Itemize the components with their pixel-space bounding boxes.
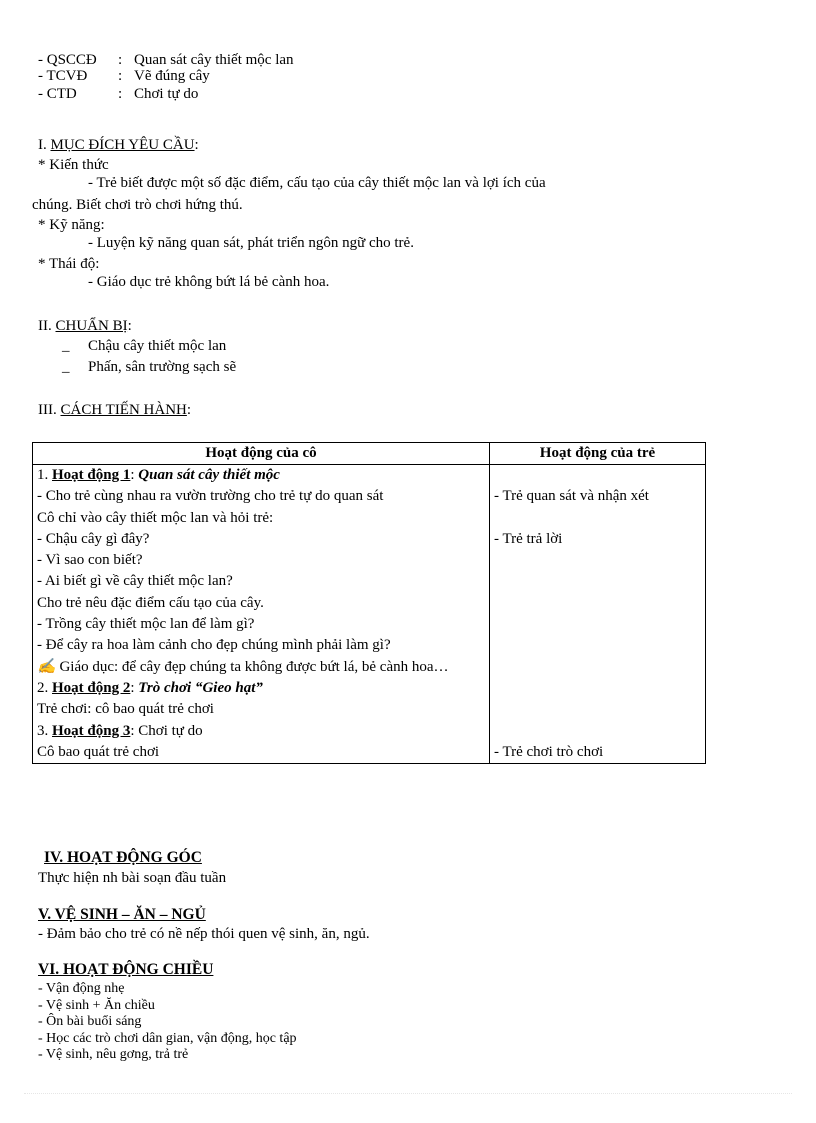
- section-colon: :: [194, 137, 199, 153]
- page-bottom-divider: [24, 1093, 792, 1094]
- prep-item-text: Chậu cây thiết mộc lan: [88, 338, 227, 354]
- teacher-line: Cô bao quát trẻ chơi: [37, 743, 160, 760]
- activity-1-heading: [37, 465, 485, 486]
- teacher-line: Trẻ chơi: cô bao quát trẻ chơi: [37, 701, 214, 718]
- header-value: Vẽ đúng cây: [134, 68, 210, 84]
- activity-sep: :: [130, 467, 135, 483]
- section-title: MỤC ĐÍCH YÊU CẦU: [50, 137, 195, 153]
- activity-label: Hoạt động 2: [52, 679, 131, 696]
- section-2-heading: [38, 318, 132, 335]
- section-title: IV. HOẠT ĐỘNG GÓC: [44, 849, 202, 866]
- bullet: _: [62, 338, 70, 354]
- afternoon-item: - Vệ sinh, nêu gơng, trả trẻ: [38, 1047, 189, 1062]
- teacher-line: Cô chỉ vào cây thiết mộc lan và hỏi trẻ:: [37, 509, 274, 526]
- section-title: CHUẨN BỊ: [55, 318, 128, 334]
- header-row-ctd: [38, 84, 294, 104]
- afternoon-list: [38, 981, 297, 1064]
- teacher-line: - Trồng cây thiết mộc lan để làm gì?: [37, 616, 255, 633]
- section-1-heading: [38, 137, 199, 154]
- header-key: - CTD: [38, 86, 77, 102]
- section-3-heading: [38, 402, 191, 419]
- section-5-text: - Đảm bảo cho trẻ có nề nếp thói quen vệ sinh, ăn, ngủ.: [38, 926, 370, 942]
- table-header-row: [33, 443, 706, 465]
- education-text: Giáo dục: để cây đẹp chúng ta không được bứt lá, bẻ cành hoa…: [59, 658, 449, 675]
- teacher-line: Cho trẻ nêu đặc điểm cấu tạo của cây.: [37, 594, 264, 611]
- header-child-activity: Hoạt động của trẻ: [490, 443, 706, 465]
- teacher-line: - Chậu cây gì đây?: [37, 530, 150, 547]
- activity-title: Trò chơi “Gieo hạt”: [138, 679, 263, 696]
- activity-title: Chơi tự do: [138, 722, 203, 739]
- education-line: [37, 657, 485, 678]
- section-4-text: Thực hiện nh bài soạn đầu tuần: [38, 870, 227, 886]
- header-value: Quan sát cây thiết mộc lan: [134, 52, 294, 68]
- header-value: Chơi tự do: [134, 86, 199, 102]
- activity-label: Hoạt động 1: [52, 467, 131, 483]
- attitude-text: - Giáo dục trẻ không bứt lá bẻ cành hoa.: [88, 274, 330, 290]
- activity-label: Hoạt động 3: [52, 722, 131, 739]
- activity-number: 3.: [37, 722, 49, 739]
- prep-item: [62, 359, 236, 376]
- teacher-line: - Ai biết gì về cây thiết mộc lan?: [37, 573, 233, 590]
- knowledge-text-2: chúng. Biết chơi trò chơi hứng thú.: [32, 197, 243, 213]
- section-4-title: [44, 849, 202, 867]
- knowledge-text-1: - Trẻ biết được một số đặc điểm, cấu tạo của cây thiết mộc lan và lợi ích của: [88, 175, 546, 191]
- section-colon: :: [127, 318, 132, 334]
- table-row: [33, 465, 706, 764]
- afternoon-item: - Ôn bài buổi sáng: [38, 1014, 142, 1029]
- header-colon: :: [118, 68, 123, 84]
- section-5-title: [38, 906, 206, 924]
- afternoon-item: - Học các trò chơi dân gian, vận động, học tập: [38, 1030, 297, 1046]
- activity-sep: :: [130, 722, 135, 739]
- child-activity-cell: [490, 465, 706, 764]
- header-colon: :: [118, 86, 123, 102]
- activity-number: 2.: [37, 679, 49, 696]
- activity-table: [32, 442, 706, 764]
- teacher-line: - Cho trẻ cùng nhau ra vườn trường cho trẻ tự do quan sát: [37, 488, 384, 505]
- bullet: _: [62, 359, 70, 375]
- section-number: II.: [38, 318, 52, 334]
- teacher-line: - Để cây ra hoa làm cảnh cho đẹp chúng mình phải làm gì?: [37, 637, 391, 654]
- skill-text: - Luyện kỹ năng quan sát, phát triển ngôn ngữ cho trẻ.: [88, 235, 414, 251]
- knowledge-label: * Kiến thức: [38, 157, 109, 173]
- prep-item: [62, 338, 226, 355]
- activity-title: Quan sát cây thiết mộc: [138, 467, 280, 483]
- child-line: - Trẻ trả lời: [494, 530, 563, 547]
- section-number: I.: [38, 137, 47, 153]
- header-colon: :: [118, 52, 123, 68]
- section-title: VI. HOẠT ĐỘNG CHIỀU: [38, 961, 214, 978]
- afternoon-item: - Vận động nhẹ: [38, 981, 125, 996]
- section-colon: :: [186, 402, 192, 418]
- header-key: - QSCCĐ: [38, 52, 97, 68]
- attitude-label: * Thái độ:: [38, 256, 100, 272]
- section-6-title: [38, 961, 213, 979]
- prep-item-text: Phấn, sân trường sạch sẽ: [88, 359, 237, 375]
- header-teacher-activity: Hoạt động của cô: [33, 443, 490, 465]
- afternoon-item: - Vệ sinh + Ăn chiều: [38, 997, 155, 1013]
- activity-3-heading: [37, 721, 485, 742]
- section-number: III.: [38, 402, 57, 418]
- section-title: CÁCH TIẾN HÀNH: [60, 402, 187, 418]
- pen-icon: ✍: [37, 658, 56, 675]
- activity-number: 1.: [37, 467, 49, 483]
- child-line: - Trẻ quan sát và nhận xét: [494, 488, 649, 505]
- teacher-line: - Vì sao con biết?: [37, 552, 143, 569]
- teacher-activity-cell: [33, 465, 490, 764]
- activity-sep: :: [130, 679, 135, 696]
- skill-label: * Kỹ năng:: [38, 217, 105, 233]
- section-title: V. VỆ SINH – ĂN – NGỦ: [38, 906, 206, 923]
- header-key: - TCVĐ: [38, 68, 88, 84]
- header-rows: [38, 50, 294, 104]
- child-line: - Trẻ chơi trò chơi: [494, 743, 604, 760]
- activity-2-heading: [37, 678, 485, 699]
